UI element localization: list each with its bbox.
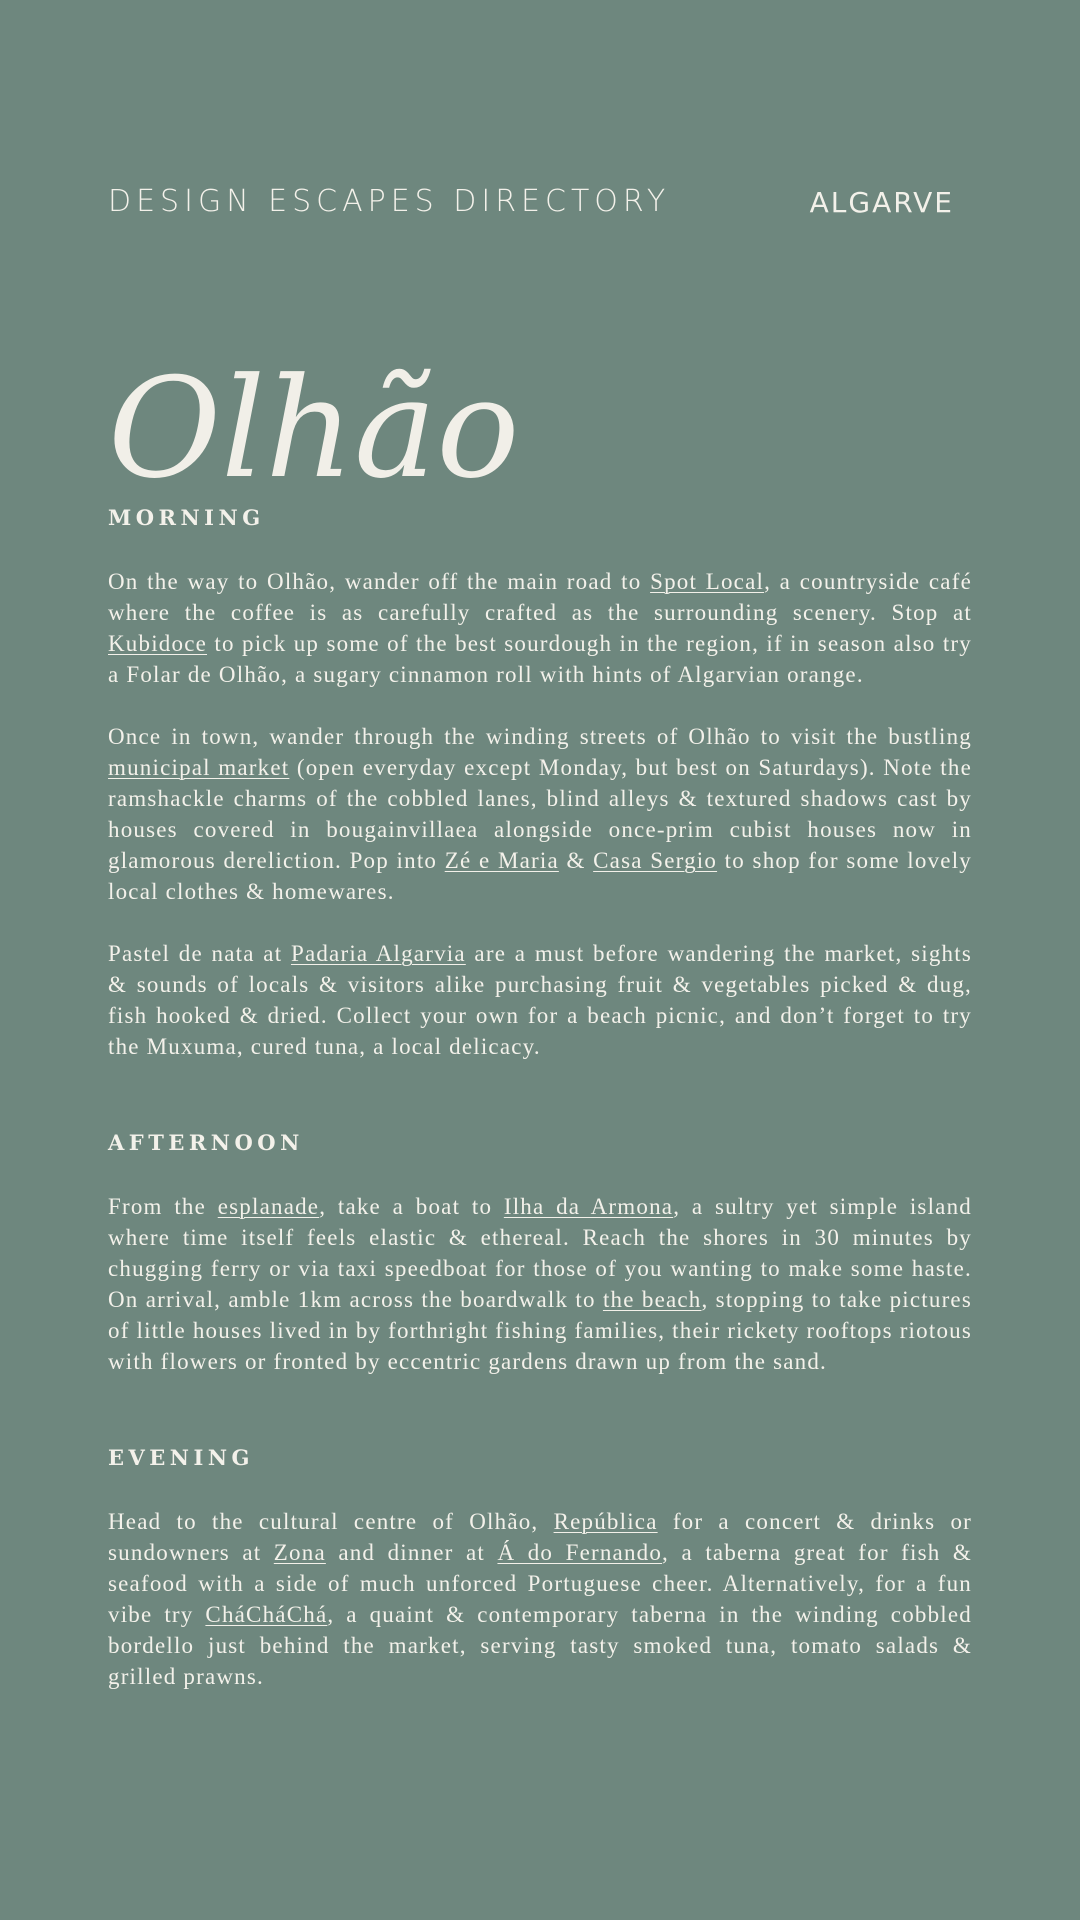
region-label: ALGARVE: [809, 186, 954, 219]
text-run: On the way to Olhão, wander off the main road to: [108, 569, 651, 594]
link-ilha-da-armona[interactable]: Ilha da Armona: [503, 1194, 674, 1219]
link-chachacha[interactable]: CháCháChá: [205, 1602, 328, 1627]
evening-heading: EVENING: [108, 1445, 254, 1470]
link-spot-local[interactable]: Spot Local: [650, 569, 765, 594]
text-run: are a must before wandering the market, sights & sounds of locals & visitors alike purchasing fruit & vegetables picked & dug, fish hooked & dried. Collect your own for a beach picnic, and don’t forget to try the Muxuma, cured tuna, a local delicacy.: [108, 941, 972, 1059]
text-run: , stopping to take pictures of little houses lived in by forthright fishing families, their rickety rooftops riotous with flowers or fronted by eccentric gardens drawn up from the sand.: [108, 1287, 972, 1374]
evening-section: [108, 1445, 972, 1692]
link-kubidoce[interactable]: Kubidoce: [108, 631, 208, 656]
brand-title: DESIGN ESCAPES DIRECTORY: [108, 184, 671, 219]
afternoon-paragraph-1: [108, 1191, 972, 1377]
text-run: , a sultry yet simple island where time itself feels elastic & ethereal. Reach the shores in 30 minutes by chugging ferry or via taxi speedboat for those of you wanting to make some haste. On arrival, amble 1km across the boardwalk to: [108, 1194, 972, 1312]
evening-paragraph-1: [108, 1506, 972, 1692]
morning-heading: MORNING: [108, 505, 265, 530]
link-esplanade[interactable]: esplanade: [217, 1194, 320, 1219]
morning-paragraph-2: [108, 721, 972, 907]
link-casa-sergio[interactable]: Casa Sergio: [593, 848, 718, 873]
text-run: From the: [108, 1194, 218, 1219]
morning-section: [108, 505, 972, 1062]
text-run: , take a boat to: [319, 1194, 504, 1219]
text-run: (open everyday except Monday, but best on Saturdays). Note the ramshackle charms of the cobbled lanes, blind alleys & textured shadows cast by houses covered in bougainvillaea alongside once-prim cubist houses now in glamorous dereliction. Pop into: [108, 755, 972, 873]
link-a-do-fernando[interactable]: Á do Fernando: [497, 1540, 663, 1565]
link-the-beach[interactable]: the beach: [602, 1287, 702, 1312]
town-title: Olhão: [108, 348, 520, 510]
text-run: to pick up some of the best sourdough in the region, if in season also try a Folar de Olhão, a sugary cinnamon roll with hints of Algarvian orange.: [108, 631, 972, 687]
link-ze-e-maria[interactable]: Zé e Maria: [444, 848, 559, 873]
text-run: &: [558, 848, 594, 873]
afternoon-section: [108, 1130, 972, 1377]
link-republica[interactable]: República: [553, 1509, 658, 1534]
text-run: , a quaint & contemporary taberna in the winding cobbled bordello just behind the market, serving tasty smoked tuna, tomato salads & grilled prawns.: [108, 1602, 973, 1689]
link-padaria-algarvia[interactable]: Padaria Algarvia: [290, 941, 466, 966]
text-run: Head to the cultural centre of Olhão,: [108, 1509, 554, 1534]
text-run: to shop for some lovely local clothes & homewares.: [108, 848, 973, 904]
text-run: for a concert & drinks or sundowners at: [108, 1509, 973, 1565]
morning-paragraph-1: [108, 566, 972, 690]
text-run: , a taberna great for fish & seafood with a side of much unforced Portuguese cheer. Alternatively, for a fun vibe try: [108, 1540, 972, 1627]
text-run: , a countryside café where the coffee is as carefully crafted as the surrounding scenery. Stop at: [108, 569, 972, 625]
article-content: [108, 505, 972, 1760]
link-municipal-market[interactable]: municipal market: [108, 755, 290, 780]
text-run: Pastel de nata at: [108, 941, 291, 966]
afternoon-heading: AFTERNOON: [108, 1130, 304, 1155]
text-run: Once in town, wander through the winding streets of Olhão to visit the bustling: [108, 724, 972, 749]
text-run: and dinner at: [325, 1540, 498, 1565]
link-zona[interactable]: Zona: [273, 1540, 326, 1565]
morning-paragraph-3: [108, 938, 972, 1062]
